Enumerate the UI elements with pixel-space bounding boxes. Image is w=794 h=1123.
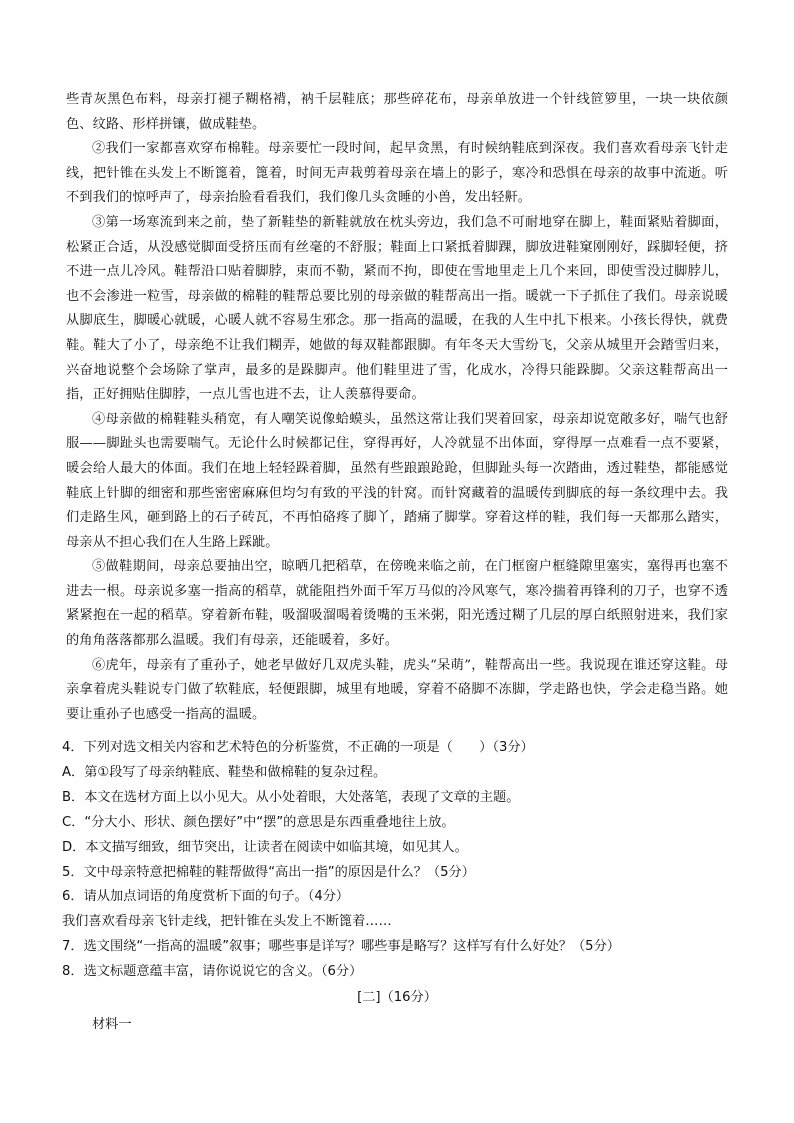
- question-4-option-d: D．本文描写细致，细节突出，让读者在阅读中如临其境，如见其人。: [62, 839, 468, 855]
- question-4: 4．下列对选文相关内容和艺术特色的分析鉴赏，不正确的一项是（ ）（3分）: [62, 740, 534, 755]
- question-4-option-b: B．本文在选材方面上以小见大。从小处着眼，大处落笔，表现了文章的主题。: [62, 789, 520, 805]
- question-6-sentence: 我们喜欢看母亲飞针走线，把针锥在头发上不断篦着……: [62, 914, 392, 930]
- passage-paragraph-3: ③第一场寒流到来之前，垫了新鞋垫的新鞋就放在枕头旁边，我们急不可耐地穿在脚上，鞋面紧贴着脚面，松紧正合适，从没感觉脚面受挤压而有丝毫的不舒服；鞋面上口紧抵着脚踝，脚放进鞋窠刚刚好，踩脚轻便，挤不进一点儿冷风。鞋帮沿口贴着脚脖，束而不勒，紧而不拘，即使在雪地里走上几个来回，即使雪没过脚脖儿，也不会渗进一粒雪，母亲做的棉鞋的鞋帮总要比别的母亲做的鞋帮高出一指。暖就一下子抓住了我们。母亲说暖从脚底生，脚暖心就暖，心暖人就不容易生邪念。那一指高的温暖，在我的人生中扎下根来。小孩长得快，就费鞋。鞋大了小了，母亲绝不让我们糊弄，她做的每双鞋都跟脚。有年冬天大雪纷飞，父亲从城里开会踏雪归来，兴奋地说整个会场除了掌声，最多的是跺脚声。他们鞋里进了雪，化成水，冷得只能跺脚。父亲这鞋帮高出一指，正好拥贴住脚脖，一点儿雪也进不去，让人羡慕得要命。: [66, 214, 728, 403]
- material-label: 材料一: [92, 1017, 132, 1032]
- question-7: 7．选文围绕“一指高的温暖”叙事；哪些事是详写？哪些事是略写？这样写有什么好处？（5分）: [62, 939, 620, 955]
- passage-paragraph-2: ②我们一家都喜欢穿布棉鞋。母亲要忙一段时间，起早贪黑，有时候纳鞋底到深夜。我们喜欢看母亲飞针走线，把针锥在头发上不断篦着，篦着，时间无声栽剪着母亲在墙上的影子，寒冷和恐惧在母亲的故事中流逝。听不到我们的惊呼声了，母亲抬脸看看我们，我们像几头贪睡的小兽，发出轻鼾。: [66, 141, 728, 206]
- question-list: [62, 736, 734, 985]
- question-6: 6．请从加点词语的角度赏析下面的句子。（4分）: [62, 889, 350, 905]
- section-title: [二]（16分）: [357, 990, 437, 1005]
- passage-paragraph-6: ⑥虎年，母亲有了重孙子，她老早做好几双虎头鞋，虎头“呆萌”，鞋帮高出一些。我说现在谁还穿这鞋。母亲拿着虎头鞋说专门做了软鞋底，轻便跟脚，城里有地暖，穿着不硌脚不冻脚，学走路也快，学会走稳当路。她要让重孙子也感受一指高的温暖。: [66, 657, 728, 722]
- question-4-option-c: C．“分大小、形状、颜色摆好”中“摆”的意思是东西重叠地往上放。: [62, 814, 455, 830]
- question-8: 8．选文标题意蕴丰富，请你说说它的含义。（6分）: [62, 964, 363, 980]
- reading-passage: [66, 88, 728, 727]
- question-4-option-a: A．第①段写了母亲纳鞋底、鞋垫和做棉鞋的复杂过程。: [62, 764, 387, 780]
- question-5: 5．文中母亲特意把棉鞋的鞋帮做得“高出一指”的原因是什么？（5分）: [62, 864, 475, 880]
- passage-paragraph-5: ⑤做鞋期间，母亲总要抽出空，晾晒几把稻草，在傍晚来临之前，在门框窗户框缝隙里塞实，塞得再也塞不进去一根。母亲说多塞一指高的稻草，就能阻挡外面千军万马似的冷风寒气，寒冷揣着再锋利的刀子，也穿不透紧紧抱在一起的稻草。穿着新布鞋，吸溜吸溜喝着烫嘴的玉米粥，阳光透过糊了几层的厚白纸照射进来，我们家的角角落落都那么温暖。我们有母亲，还能暖着，多好。: [66, 559, 728, 649]
- passage-paragraph-4: ④母亲做的棉鞋鞋头稍宽，有人嘲笑说像蛤蟆头，虽然这常让我们哭着回家，母亲却说宽敞多好，喘气也舒服——脚趾头也需要喘气。无论什么时候都记住，穿得再好，人冷就显不出体面，穿得厚一点难看一点不要紧，暖会给人最大的体面。我们在地上轻轻跺着脚，虽然有些踉踉跄跄，但脚趾头每一次踏曲，透过鞋垫，都能感觉鞋底上针脚的细密和那些密密麻麻但均匀有致的平浅的针窝。而针窝藏着的温暖传到脚底的每一条纹理中去。我们走路生风，砸到路上的石子砖瓦，不再怕硌疼了脚丫，踏痛了脚掌。穿着这样的鞋，我们每一天都那么踏实，母亲从不担心我们在人生路上踩跐。: [66, 411, 728, 550]
- passage-paragraph-1: 些青灰黑色布料，母亲打褪子糊格褙，衲千层鞋底；那些碎花布，母亲单放进一个针线笸箩里，一块一块依颜色、纹路、形样拼镶，做成鞋垫。: [66, 92, 728, 132]
